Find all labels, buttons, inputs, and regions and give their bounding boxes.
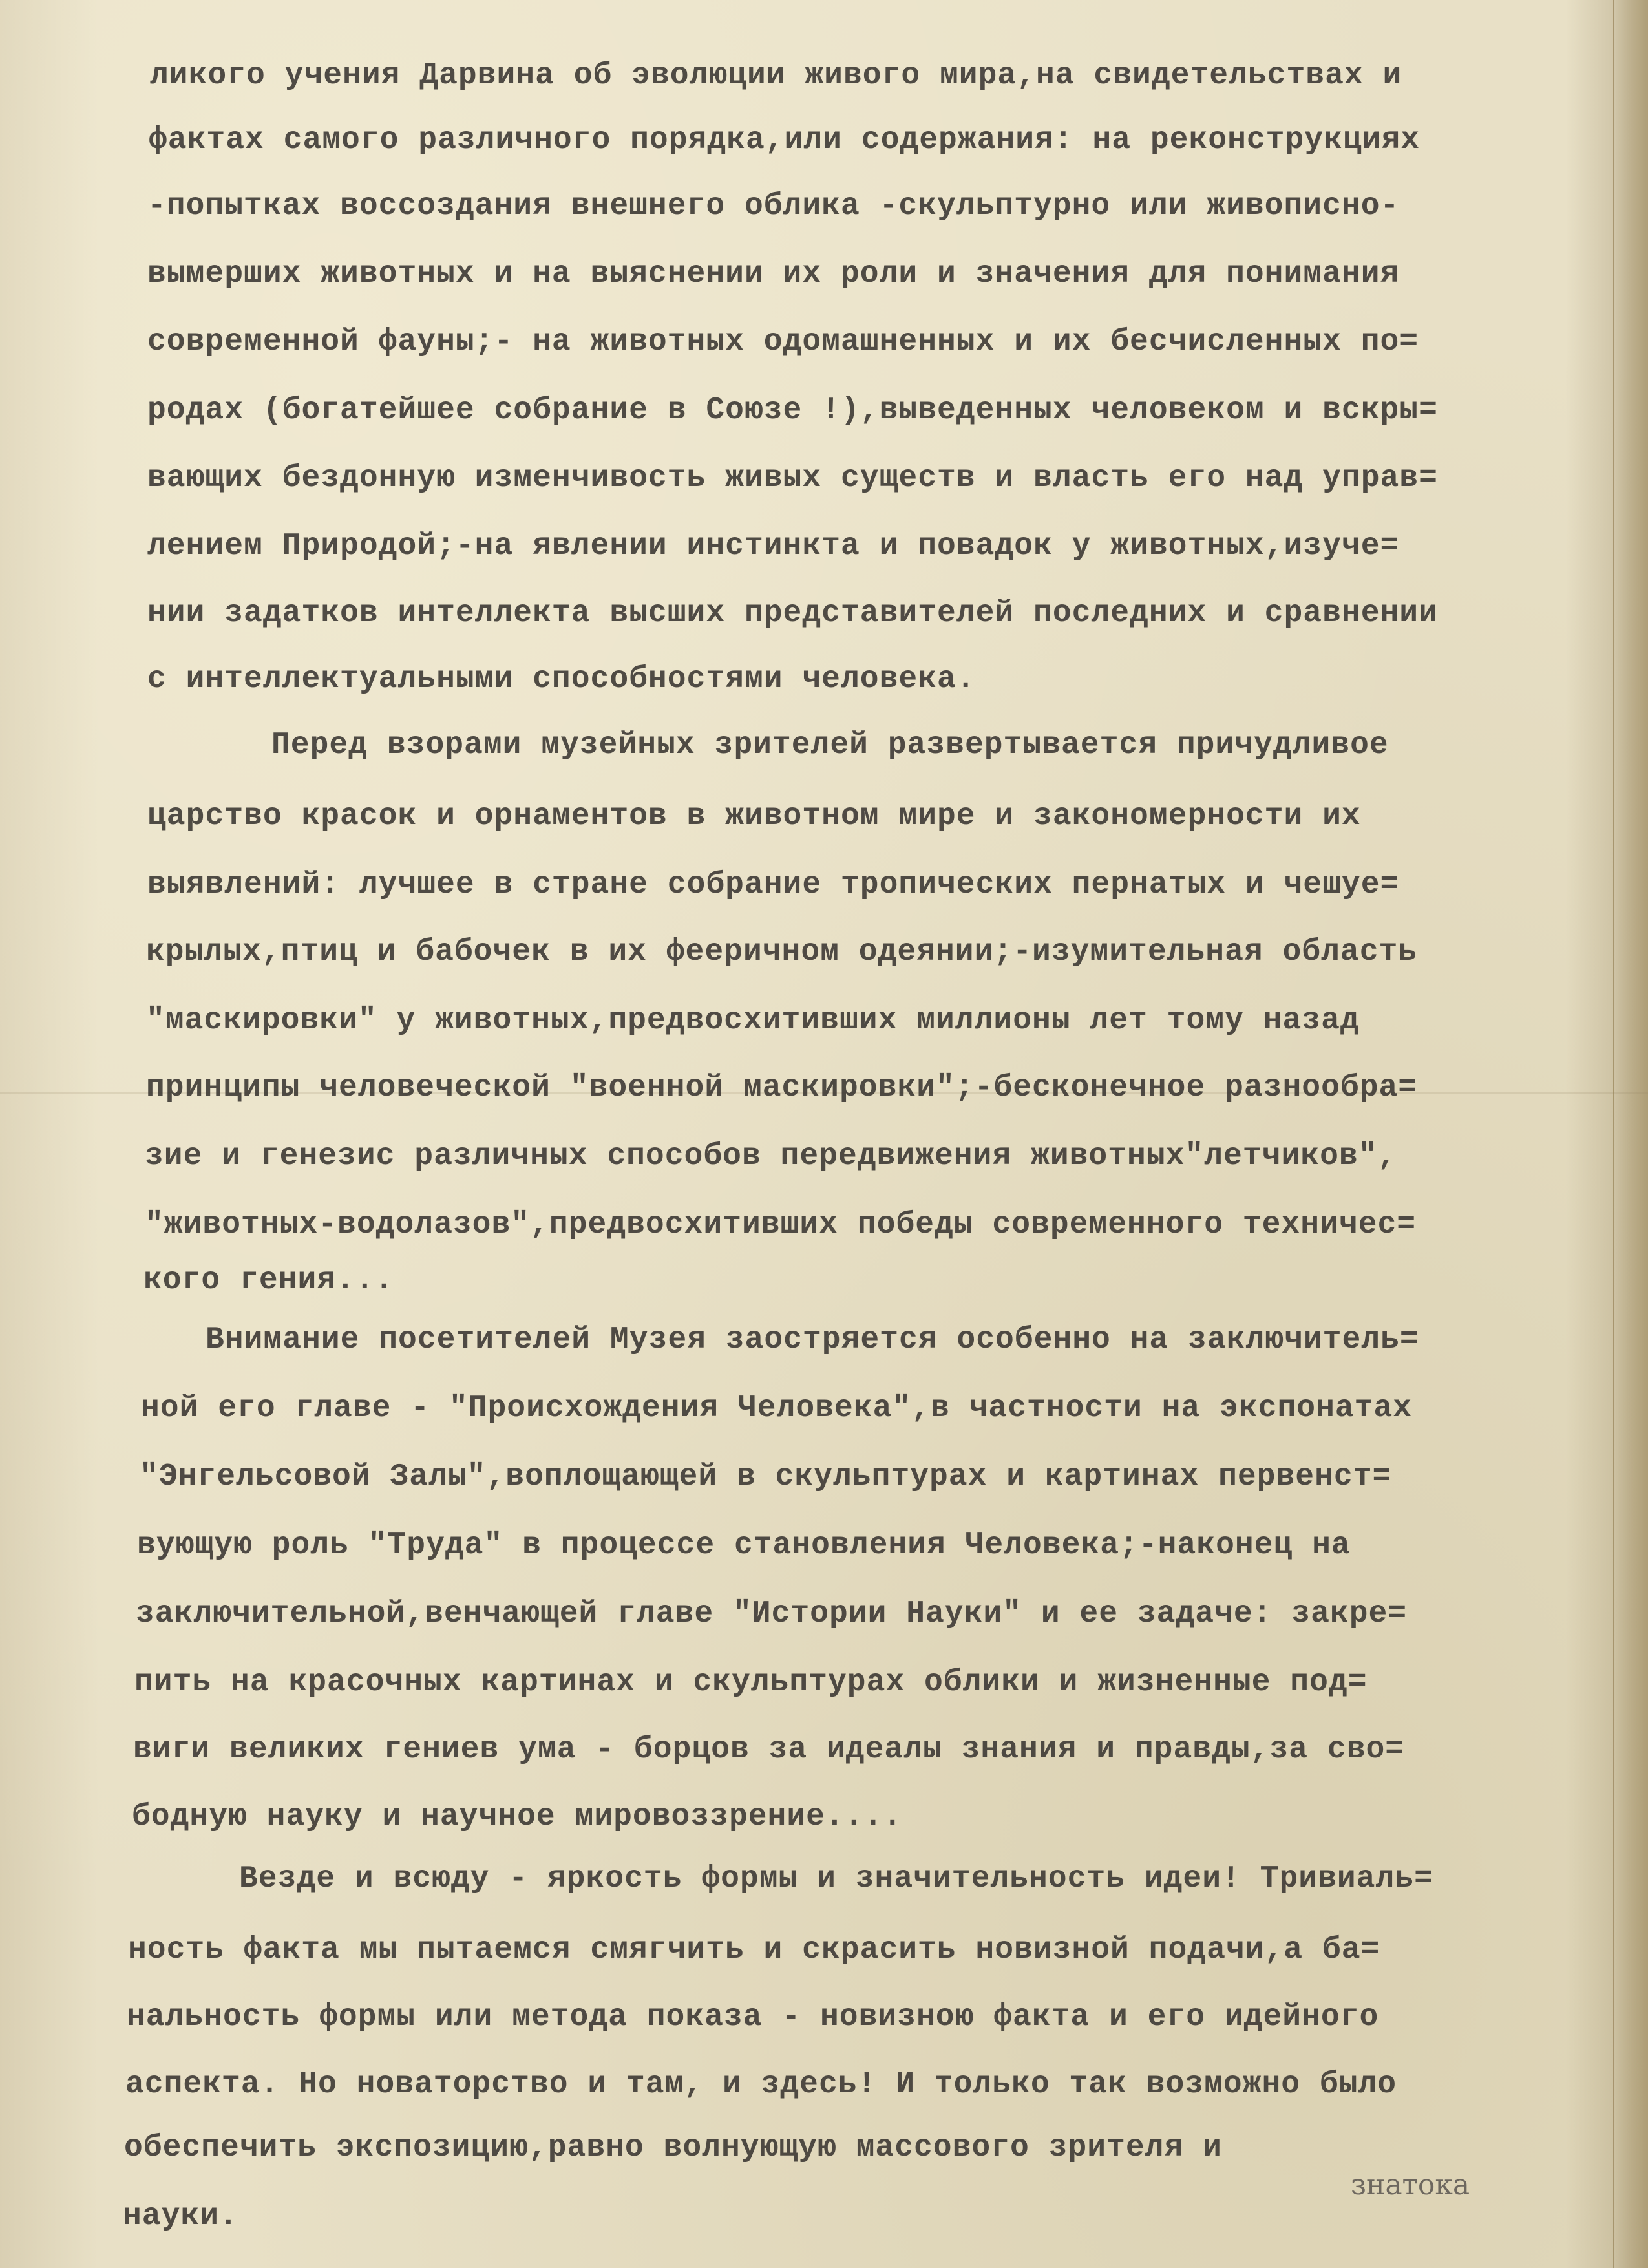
text-line: выявлений: лучшее в стране собрание тропических пернатых и чешуе= [147, 867, 1400, 902]
text-line: вающих бездонную изменчивость живых существ и власть его над управ= [147, 461, 1438, 496]
text-line: "маскировки" у животных,предвосхитивших миллионы лет тому назад [146, 1003, 1360, 1038]
text-line: принципы человеческой "военной маскировки";-бесконечное разнообра= [146, 1070, 1418, 1105]
text-line: ликого учения Дарвина об эволюции живого мира,на свидетельствах и [150, 58, 1402, 93]
text-line: нальность формы или метода показа - новизною факта и его идейного [127, 2000, 1379, 2035]
text-line: обеспечить экспозицию,равно волнующую массового зрителя и [124, 2130, 1222, 2165]
text-line: ность факта мы пытаемся смягчить и скрасить новизной подачи,а ба= [128, 1933, 1380, 1967]
text-line: кого гения... [143, 1263, 394, 1298]
text-line: Везде и всюду - яркость формы и значительность идеи! Тривиаль= [239, 1861, 1433, 1896]
text-line: виги великих гениев ума - борцов за идеалы знания и правды,за сво= [133, 1732, 1405, 1767]
text-line: "животных-водолазов",предвосхитивших победы современного техничес= [145, 1207, 1417, 1242]
text-line: родах (богатейшее собрание в Союзе !),выведенных человеком и вскры= [147, 393, 1438, 428]
text-line: современной фауны;- на животных одомашненных и их бесчисленных по= [147, 324, 1419, 359]
text-line: науки. [123, 2199, 238, 2234]
text-line: с интеллектуальными способностями человека. [147, 662, 976, 697]
text-line: фактах самого различного порядка,или содержания: на реконструкциях [149, 123, 1421, 158]
text-line: пить на красочных картинах и скульптурах облики и жизненные под= [134, 1665, 1368, 1700]
text-line: ной его главе - "Происхождения Человека",в частности на экспонатах [141, 1391, 1413, 1426]
text-line: нии задатков интеллекта высших представителей последних и сравнении [147, 596, 1438, 631]
text-line: зие и генезис различных способов передвижения животных"летчиков", [145, 1139, 1397, 1174]
text-line: аспекта. Но новаторство и там, и здесь! И только так возможно было [125, 2067, 1397, 2102]
handwritten-correction: знатока [1351, 2168, 1470, 2201]
text-line: Перед взорами музейных зрителей развертывается причудливое [271, 728, 1389, 763]
text-line: -попытках воссоздания внешнего облика -скульптурно или живописно- [147, 189, 1400, 224]
text-line: заключительной,венчающей главе "Истории Науки" и ее задаче: закре= [136, 1596, 1408, 1631]
text-line: царство красок и орнаментов в животном мире и закономерности их [147, 799, 1361, 834]
text-line: вымерших животных и на выяснении их роли и значения для понимания [147, 257, 1400, 291]
text-line: бодную науку и научное мировоззрение.... [132, 1799, 903, 1834]
text-line: лением Природой;-на явлении инстинкта и повадок у животных,изуче= [147, 529, 1400, 564]
text-line: Внимание посетителей Музея заостряется особенно на заключитель= [206, 1322, 1419, 1357]
text-line: "Энгельсовой Залы",воплощающей в скульптурах и картинах первенст= [140, 1459, 1392, 1494]
text-line: крылых,птиц и бабочек в их фееричном одеянии;-изумительная область [146, 935, 1418, 970]
text-line: вующую роль "Труда" в процессе становления Человека;-наконец на [137, 1528, 1351, 1563]
